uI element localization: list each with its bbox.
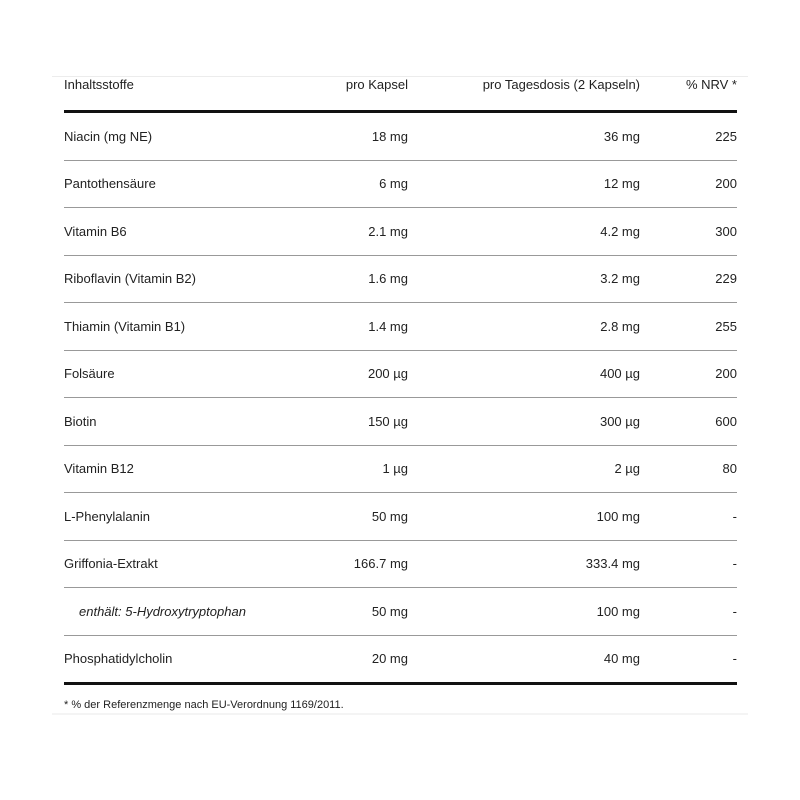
nrv-value: - [640,493,737,541]
nrv-value: 200 [640,160,737,208]
per-capsule-value: 150 µg [264,398,408,446]
table-row [64,303,737,351]
per-capsule-value: 6 mg [264,160,408,208]
nrv-value: 255 [640,303,737,351]
per-day-value: 2.8 mg [408,303,640,351]
ingredient-name: Niacin (mg NE) [64,112,264,161]
header-ingredients: Inhaltsstoffe [64,76,264,112]
nutrition-table [64,76,737,685]
per-day-value: 40 mg [408,635,640,684]
nrv-value: 225 [640,112,737,161]
per-capsule-value: 20 mg [264,635,408,684]
table-row [64,112,737,161]
nrv-value: 80 [640,445,737,493]
table-row [64,398,737,446]
per-day-value: 3.2 mg [408,255,640,303]
per-day-value: 4.2 mg [408,208,640,256]
per-capsule-value: 50 mg [264,588,408,636]
table-row [64,208,737,256]
ingredient-name: Vitamin B6 [64,208,264,256]
nrv-value: 229 [640,255,737,303]
table-header-row [64,76,737,112]
table-row [64,540,737,588]
nrv-value: 300 [640,208,737,256]
ingredient-name: Griffonia-Extrakt [64,540,264,588]
ingredient-name: Folsäure [64,350,264,398]
ingredient-name: Vitamin B12 [64,445,264,493]
per-day-value: 36 mg [408,112,640,161]
per-day-value: 400 µg [408,350,640,398]
per-day-value: 100 mg [408,588,640,636]
table-row [64,635,737,684]
header-nrv: % NRV * [640,76,737,112]
table-row [64,350,737,398]
per-day-value: 333.4 mg [408,540,640,588]
ingredient-name: Biotin [64,398,264,446]
header-per-day: pro Tagesdosis (2 Kapseln) [408,76,640,112]
per-capsule-value: 166.7 mg [264,540,408,588]
table-row [64,445,737,493]
panel-bottom-edge [52,713,748,715]
table-row-sub [64,588,737,636]
per-day-value: 100 mg [408,493,640,541]
per-day-value: 12 mg [408,160,640,208]
footnote: * % der Referenzmenge nach EU-Verordnung 1169/2011. [64,699,344,711]
nrv-value: 600 [640,398,737,446]
per-capsule-value: 1 µg [264,445,408,493]
per-capsule-value: 1.4 mg [264,303,408,351]
ingredient-name: Phosphatidylcholin [64,635,264,684]
nrv-value: - [640,540,737,588]
per-day-value: 300 µg [408,398,640,446]
ingredient-name: enthält: 5-Hydroxytryptophan [64,588,264,636]
table-row [64,493,737,541]
per-capsule-value: 50 mg [264,493,408,541]
per-capsule-value: 2.1 mg [264,208,408,256]
ingredient-name: Thiamin (Vitamin B1) [64,303,264,351]
nrv-value: 200 [640,350,737,398]
nrv-value: - [640,635,737,684]
ingredient-name: Riboflavin (Vitamin B2) [64,255,264,303]
table-row [64,255,737,303]
ingredient-name: Pantothensäure [64,160,264,208]
table-row [64,160,737,208]
nrv-value: - [640,588,737,636]
ingredient-name: L-Phenylalanin [64,493,264,541]
per-capsule-value: 1.6 mg [264,255,408,303]
per-capsule-value: 200 µg [264,350,408,398]
per-capsule-value: 18 mg [264,112,408,161]
per-day-value: 2 µg [408,445,640,493]
header-per-capsule: pro Kapsel [264,76,408,112]
